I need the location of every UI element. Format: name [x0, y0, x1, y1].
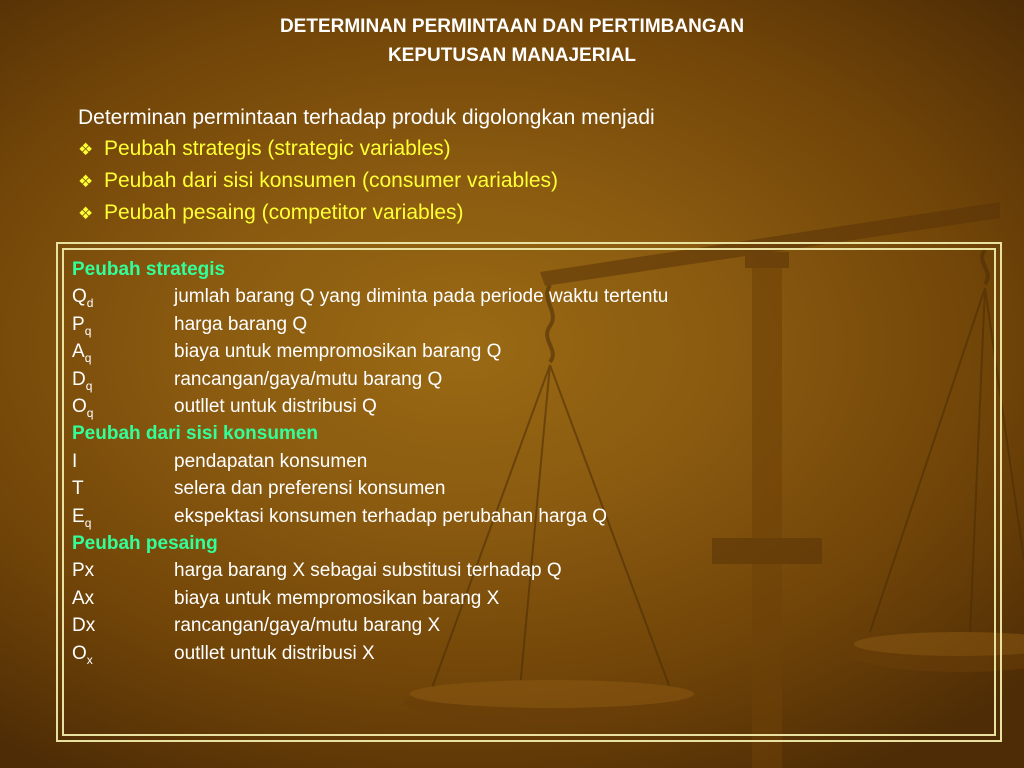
variable-row: [72, 557, 668, 584]
variable-row: [72, 338, 668, 365]
bullet-item: [78, 133, 655, 165]
title-line-1: DETERMINAN PERMINTAAN DAN PERTIMBANGAN: [279, 16, 745, 37]
variable-row: [72, 366, 668, 393]
bullet-text: Peubah strategis (strategic variables): [104, 137, 451, 160]
diamond-bullet-icon: ❖: [78, 140, 94, 159]
variable-row: [72, 475, 668, 502]
variable-symbol: Dx: [72, 615, 96, 637]
variable-description: biaya untuk mempromosikan barang Q: [174, 341, 502, 363]
variable-symbol: Px: [72, 560, 95, 582]
variable-symbol: $O_q$: [72, 396, 94, 420]
variable-symbol: $Q_d$: [72, 286, 94, 311]
diamond-bullet-icon: ❖: [78, 172, 94, 191]
variable-row: [72, 612, 668, 639]
bullet-text: Peubah pesaing (competitor variables): [104, 201, 464, 224]
variables-box: [56, 242, 1002, 742]
variable-description: outllet untuk distribusi X: [174, 642, 375, 664]
variable-description: pendapatan konsumen: [174, 450, 368, 472]
variable-description: jumlah barang Q yang diminta pada periode waktu tertentu: [174, 286, 669, 308]
variable-description: ekspektasi konsumen terhadap perubahan harga Q: [174, 505, 608, 527]
variable-description: biaya untuk mempromosikan barang X: [174, 587, 500, 609]
variable-symbol: $D_q$: [72, 368, 93, 393]
title-line-2: KEPUTUSAN MANAJERIAL: [387, 45, 637, 66]
variable-row: [72, 393, 668, 420]
section-heading-konsumen: Peubah dari sisi konsumen: [72, 423, 319, 445]
section-heading-strategis: Peubah strategis: [72, 259, 226, 280]
variable-description: selera dan preferensi konsumen: [174, 478, 446, 500]
variable-description: rancangan/gaya/mutu barang Q: [174, 368, 443, 390]
variable-row: [72, 448, 668, 475]
variable-symbol: T: [72, 478, 84, 500]
variables-list: [72, 256, 668, 667]
bullet-item: [78, 197, 655, 229]
variable-symbol: $O_x$: [72, 642, 93, 667]
variable-row: [72, 311, 668, 338]
bullet-text: Peubah dari sisi konsumen (consumer variables): [104, 169, 559, 192]
variable-description: rancangan/gaya/mutu barang X: [174, 615, 441, 637]
variable-row: [72, 640, 668, 667]
intro-text: Determinan permintaan terhadap produk digolongkan menjadi: [78, 106, 655, 129]
variable-row: [72, 503, 668, 530]
slide-title: [0, 12, 1024, 70]
variable-description: outllet untuk distribusi Q: [174, 396, 377, 418]
variable-description: harga barang X sebagai substitusi terhadap Q: [174, 560, 562, 582]
variable-symbol: $E_q$: [72, 505, 92, 530]
section-heading-pesaing: Peubah pesaing: [72, 533, 218, 555]
variable-symbol: I: [72, 450, 78, 472]
variable-symbol: $A_q$: [72, 341, 92, 366]
variable-row: [72, 585, 668, 612]
variable-row: [72, 283, 668, 310]
variable-symbol: Ax: [72, 587, 95, 609]
diamond-bullet-icon: ❖: [78, 204, 94, 223]
bullet-item: [78, 165, 655, 197]
variable-description: harga barang Q: [174, 313, 308, 335]
variable-symbol: $P_q$: [72, 313, 92, 338]
intro-block: [78, 102, 655, 229]
